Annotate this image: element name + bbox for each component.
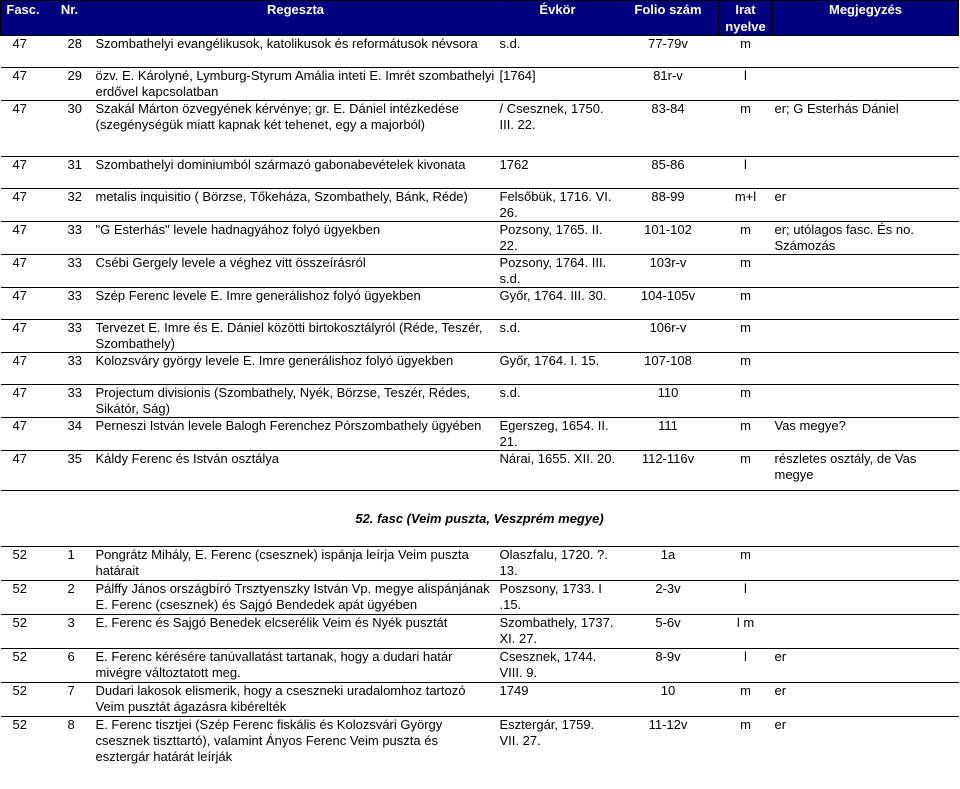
- cell-fasc: 47: [1, 157, 46, 189]
- table-row[interactable]: [1, 683, 959, 717]
- cell-nr: 32: [46, 189, 94, 222]
- cell-regeszta: Perneszi István levele Balogh Ferenchez Pórszombathely ügyében: [94, 418, 498, 451]
- cell-fasc: 52: [1, 649, 46, 683]
- cell-nr: 29: [46, 68, 94, 101]
- cell-fasc: 47: [1, 385, 46, 418]
- cell-evkor: Nárai, 1655. XII. 20.: [498, 451, 618, 491]
- table-row[interactable]: [1, 101, 959, 157]
- cell-evkor: Felsőbük, 1716. VI. 26.: [498, 189, 618, 222]
- cell-nr: 7: [46, 683, 94, 717]
- table-row[interactable]: [1, 615, 959, 649]
- cell-nr: 33: [46, 385, 94, 418]
- cell-fasc: 52: [1, 581, 46, 615]
- cell-folio: 1a: [618, 547, 719, 581]
- cell-nr: 33: [46, 353, 94, 385]
- table-row[interactable]: [1, 581, 959, 615]
- cell-regeszta: Káldy Ferenc és István osztálya: [94, 451, 498, 491]
- cell-fasc: 47: [1, 222, 46, 255]
- cell-nyelv: l: [719, 68, 773, 101]
- cell-regeszta: metalis inquisitio ( Börzse, Tőkeháza, Szombathely, Bánk, Réde): [94, 189, 498, 222]
- cell-evkor: Egerszeg, 1654. II. 21.: [498, 418, 618, 451]
- cell-fasc: 52: [1, 615, 46, 649]
- cell-fasc: 47: [1, 189, 46, 222]
- cell-evkor: Pozsony, 1764. III. s.d.: [498, 255, 618, 288]
- cell-regeszta: Dudari lakosok elismerik, hogy a cseszneki uradalomhoz tartozó Veim pusztát ágazásra kibérelték: [94, 683, 498, 717]
- cell-fasc: 47: [1, 451, 46, 491]
- cell-megjegyzes: [773, 36, 959, 68]
- table-row[interactable]: [1, 288, 959, 320]
- table-row[interactable]: [1, 255, 959, 288]
- cell-regeszta: Szép Ferenc levele E. Imre generálishoz folyó ügyekben: [94, 288, 498, 320]
- table-row[interactable]: [1, 222, 959, 255]
- cell-evkor: Esztergár, 1759. VII. 27.: [498, 717, 618, 766]
- table-row[interactable]: [1, 36, 959, 68]
- cell-nyelv: m: [719, 320, 773, 353]
- cell-nyelv: l: [719, 581, 773, 615]
- table-row[interactable]: [1, 385, 959, 418]
- cell-evkor: s.d.: [498, 320, 618, 353]
- cell-nyelv: l: [719, 649, 773, 683]
- cell-evkor: / Csesznek, 1750. III. 22.: [498, 101, 618, 157]
- cell-folio: 88-99: [618, 189, 719, 222]
- cell-nr: 33: [46, 255, 94, 288]
- cell-megjegyzes: [773, 385, 959, 418]
- cell-evkor: s.d.: [498, 385, 618, 418]
- cell-folio: 8-9v: [618, 649, 719, 683]
- cell-fasc: 47: [1, 101, 46, 157]
- cell-megjegyzes: [773, 288, 959, 320]
- cell-evkor: Szombathely, 1737. XI. 27.: [498, 615, 618, 649]
- cell-folio: 85-86: [618, 157, 719, 189]
- cell-megjegyzes: [773, 353, 959, 385]
- cell-megjegyzes: er: [773, 683, 959, 717]
- cell-regeszta: Projectum divisionis (Szombathely, Nyék, Börzse, Teszér, Rédes, Sikátór, Ság): [94, 385, 498, 418]
- cell-evkor: Pozsony, 1765. II. 22.: [498, 222, 618, 255]
- cell-folio: 2-3v: [618, 581, 719, 615]
- cell-regeszta: Pálffy János országbíró Trsztyenszky István Vp. megye alispánjának E. Ferenc (csesznek) és Sajgó Bendedek apát ügyében: [94, 581, 498, 615]
- cell-nr: 35: [46, 451, 94, 491]
- cell-nyelv: m: [719, 288, 773, 320]
- cell-folio: 107-108: [618, 353, 719, 385]
- cell-megjegyzes: er: [773, 717, 959, 766]
- cell-megjegyzes: [773, 581, 959, 615]
- cell-nr: 30: [46, 101, 94, 157]
- cell-megjegyzes: er; utólagos fasc. És no. Számozás: [773, 222, 959, 255]
- table-row[interactable]: [1, 320, 959, 353]
- table-row[interactable]: [1, 547, 959, 581]
- cell-folio: 83-84: [618, 101, 719, 157]
- cell-megjegyzes: er: [773, 649, 959, 683]
- cell-megjegyzes: [773, 320, 959, 353]
- cell-evkor: Poszsony, 1733. I .15.: [498, 581, 618, 615]
- table-row[interactable]: [1, 68, 959, 101]
- cell-nr: 6: [46, 649, 94, 683]
- cell-evkor: Győr, 1764. I. 15.: [498, 353, 618, 385]
- header-fasc[interactable]: Fasc.: [1, 1, 46, 36]
- header-nyelv[interactable]: Irat nyelve: [719, 1, 773, 36]
- section-title: 52. fasc (Veim puszta, Veszprém megye): [1, 491, 959, 547]
- cell-regeszta: Szombathelyi evangélikusok, katolikusok és reformátusok névsora: [94, 36, 498, 68]
- table-row[interactable]: [1, 189, 959, 222]
- cell-nr: 8: [46, 717, 94, 766]
- cell-nyelv: m: [719, 101, 773, 157]
- cell-folio: 81r-v: [618, 68, 719, 101]
- cell-regeszta: Tervezet E. Imre és E. Dániel közötti birtokosztályról (Réde, Teszér, Szombathely): [94, 320, 498, 353]
- cell-regeszta: Pongrátz Mihály, E. Ferenc (csesznek) ispánja leírja Veim puszta határait: [94, 547, 498, 581]
- cell-regeszta: E. Ferenc tisztjei (Szép Ferenc fiskális és Kolozsvári György csesznek tiszttartó), valamint Ányos Ferenc Veim puszta és esztergár határát leírják: [94, 717, 498, 766]
- cell-evkor: Csesznek, 1744. VIII. 9.: [498, 649, 618, 683]
- cell-regeszta: E. Ferenc kérésére tanúvallatást tartanak, hogy a dudari határ mivégre változtatott meg.: [94, 649, 498, 683]
- cell-fasc: 47: [1, 68, 46, 101]
- cell-nyelv: m: [719, 36, 773, 68]
- table-row[interactable]: [1, 717, 959, 766]
- cell-megjegyzes: er: [773, 189, 959, 222]
- cell-evkor: s.d.: [498, 36, 618, 68]
- cell-folio: 104-105v: [618, 288, 719, 320]
- cell-nyelv: m: [719, 385, 773, 418]
- cell-nyelv: m: [719, 547, 773, 581]
- cell-fasc: 47: [1, 36, 46, 68]
- cell-folio: 103r-v: [618, 255, 719, 288]
- cell-megjegyzes: [773, 255, 959, 288]
- header-folio[interactable]: Folio szám: [618, 1, 719, 36]
- table-row[interactable]: [1, 649, 959, 683]
- cell-fasc: 47: [1, 418, 46, 451]
- cell-regeszta: özv. E. Károlyné, Lymburg-Styrum Amália inteti E. Imrét szombathelyi erdővel kapcsolatban: [94, 68, 498, 101]
- table-row[interactable]: [1, 418, 959, 451]
- cell-fasc: 47: [1, 353, 46, 385]
- cell-fasc: 52: [1, 683, 46, 717]
- cell-nr: 33: [46, 222, 94, 255]
- header-regeszta[interactable]: Regeszta: [94, 1, 498, 36]
- cell-folio: 10: [618, 683, 719, 717]
- cell-fasc: 47: [1, 320, 46, 353]
- cell-nyelv: m+l: [719, 189, 773, 222]
- cell-fasc: 47: [1, 255, 46, 288]
- cell-folio: 111: [618, 418, 719, 451]
- cell-folio: 11-12v: [618, 717, 719, 766]
- header-nr[interactable]: Nr.: [46, 1, 94, 36]
- cell-folio: 112-116v: [618, 451, 719, 491]
- cell-regeszta: Szombathelyi dominiumból származó gabonabevételek kivonata: [94, 157, 498, 189]
- table-row[interactable]: [1, 451, 959, 491]
- table-row[interactable]: [1, 353, 959, 385]
- header-evkor[interactable]: Évkör: [498, 1, 618, 36]
- cell-fasc: 47: [1, 288, 46, 320]
- cell-evkor: 1749: [498, 683, 618, 717]
- cell-regeszta: Kolozsváry györgy levele E. Imre generálishoz folyó ügyekben: [94, 353, 498, 385]
- table-row[interactable]: [1, 157, 959, 189]
- cell-megjegyzes: [773, 615, 959, 649]
- cell-nr: 33: [46, 320, 94, 353]
- cell-nyelv: m: [719, 418, 773, 451]
- header-row: [1, 1, 959, 36]
- cell-evkor: [1764]: [498, 68, 618, 101]
- cell-nr: 1: [46, 547, 94, 581]
- cell-nyelv: m: [719, 255, 773, 288]
- cell-fasc: 52: [1, 717, 46, 766]
- cell-megjegyzes: részletes osztály, de Vas megye: [773, 451, 959, 491]
- cell-nr: 34: [46, 418, 94, 451]
- cell-nr: 33: [46, 288, 94, 320]
- cell-nyelv: m: [719, 717, 773, 766]
- cell-folio: 110: [618, 385, 719, 418]
- cell-regeszta: E. Ferenc és Sajgó Benedek elcserélik Veim és Nyék pusztát: [94, 615, 498, 649]
- cell-folio: 106r-v: [618, 320, 719, 353]
- cell-nr: 3: [46, 615, 94, 649]
- header-megjegyzes[interactable]: Megjegyzés: [773, 1, 959, 36]
- cell-nyelv: m: [719, 451, 773, 491]
- section-title-row: [1, 491, 959, 547]
- cell-megjegyzes: [773, 68, 959, 101]
- cell-megjegyzes: [773, 157, 959, 189]
- cell-nyelv: m: [719, 683, 773, 717]
- cell-evkor: 1762: [498, 157, 618, 189]
- cell-folio: 5-6v: [618, 615, 719, 649]
- cell-nyelv: m: [719, 222, 773, 255]
- cell-nr: 2: [46, 581, 94, 615]
- cell-nr: 31: [46, 157, 94, 189]
- cell-nyelv: l: [719, 157, 773, 189]
- cell-nyelv: m: [719, 353, 773, 385]
- cell-megjegyzes: Vas megye?: [773, 418, 959, 451]
- cell-evkor: Győr, 1764. III. 30.: [498, 288, 618, 320]
- cell-folio: 101-102: [618, 222, 719, 255]
- cell-nyelv: l m: [719, 615, 773, 649]
- cell-megjegyzes: [773, 547, 959, 581]
- cell-nr: 28: [46, 36, 94, 68]
- cell-megjegyzes: er; G Esterhás Dániel: [773, 101, 959, 157]
- cell-folio: 77-79v: [618, 36, 719, 68]
- cell-fasc: 52: [1, 547, 46, 581]
- cell-evkor: Olaszfalu, 1720. ?. 13.: [498, 547, 618, 581]
- cell-regeszta: Csébi Gergely levele a véghez vitt összeírásról: [94, 255, 498, 288]
- cell-regeszta: "G Esterhás" levele hadnagyához folyó ügyekben: [94, 222, 498, 255]
- cell-regeszta: Szakál Márton özvegyének kérvénye; gr. E. Dániel intézkedése (szegénységük miatt kapnak két tehenet, egy a majorból): [94, 101, 498, 157]
